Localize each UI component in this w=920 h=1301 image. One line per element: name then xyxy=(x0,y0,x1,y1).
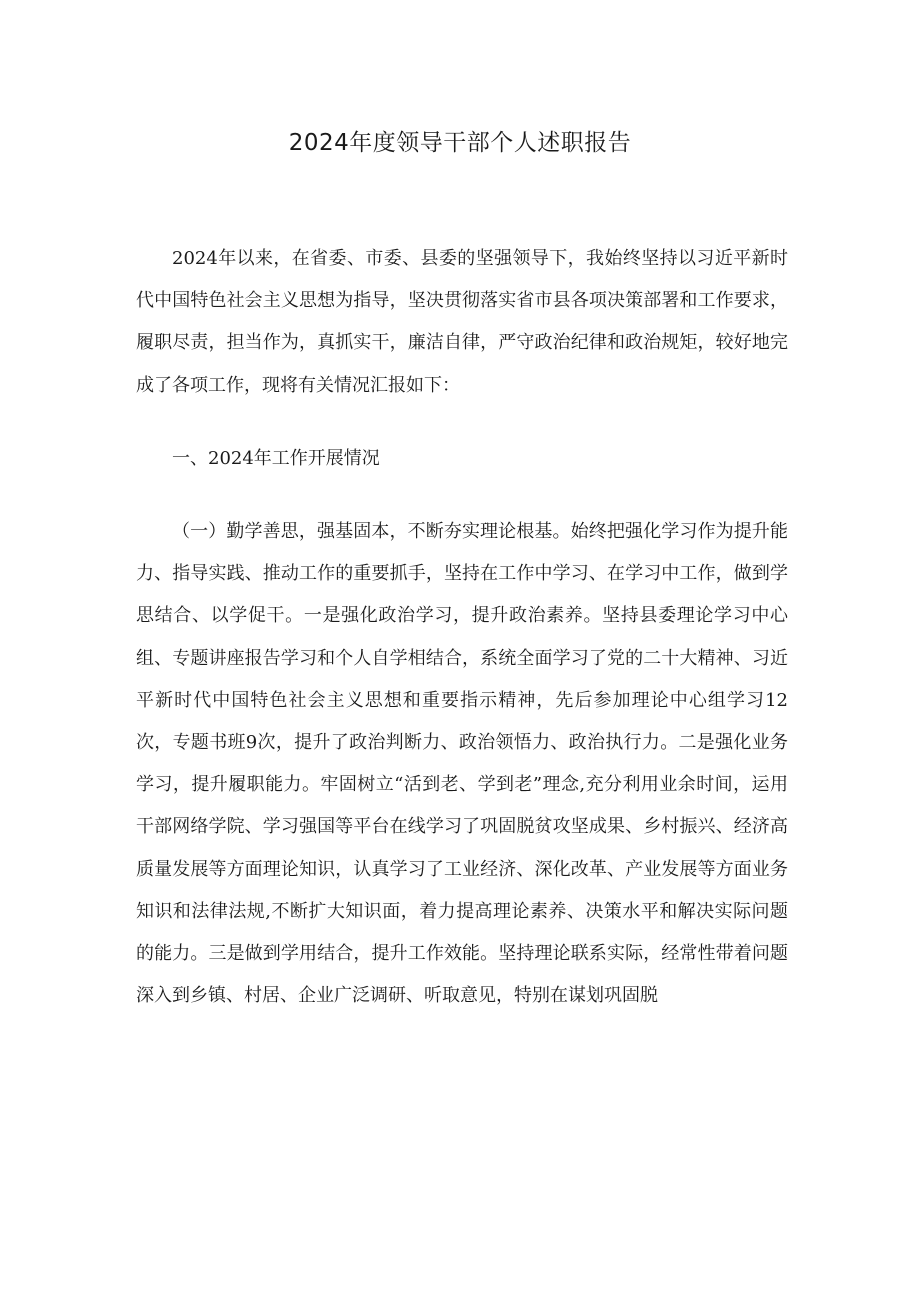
document-body xyxy=(136,238,788,1017)
section-heading: 一、2024年工作开展情况 xyxy=(172,447,380,469)
document-title: 2024年度领导干部个人述职报告 xyxy=(288,130,632,156)
body-paragraph: （一）勤学善思，强基固本，不断夯实理论根基。始终把强化学习作为提升能力、指导实践、推动工作的重要抓手，坚持在工作中学习、在学习中工作，做到学思结合、以学促干。一是强化政治学习，提升政治素养。坚持县委理论学习中心组、专题讲座报告学习和个人自学相结合，系统全面学习了党的二十大精神、习近平新时代中国特色社会主义思想和重要指示精神，先后参加理论中心组学习12次，专题书班9次，提升了政治判断力、政治领悟力、政治执行力。二是强化业务学习，提升履职能力。牢固树立“活到老、学到老”理念,充分利用业余时间，运用干部网络学院、学习强国等平台在线学习了巩固脱贫攻坚成果、乡村振兴、经济高质量发展等方面理论知识，认真学习了工业经济、深化改革、产业发展等方面业务知识和法律法规,不断扩大知识面，着力提高理论素养、决策水平和解决实际问题的能力。三是做到学用结合，提升工作效能。坚持理论联系实际，经常性带着问题深入到乡镇、村居、企业广泛调研、听取意见，特别在谋划巩固脱 xyxy=(136,521,788,1007)
intro-paragraph: 2024年以来，在省委、市委、县委的坚强领导下，我始终坚持以习近平新时代中国特色社会主义思想为指导，坚决贯彻落实省市县各项决策部署和工作要求，履职尽责，担当作为，真抓实干，廉洁自律，严守政治纪律和政治规矩，较好地完成了各项工作，现将有关情况汇报如下： xyxy=(136,248,788,396)
